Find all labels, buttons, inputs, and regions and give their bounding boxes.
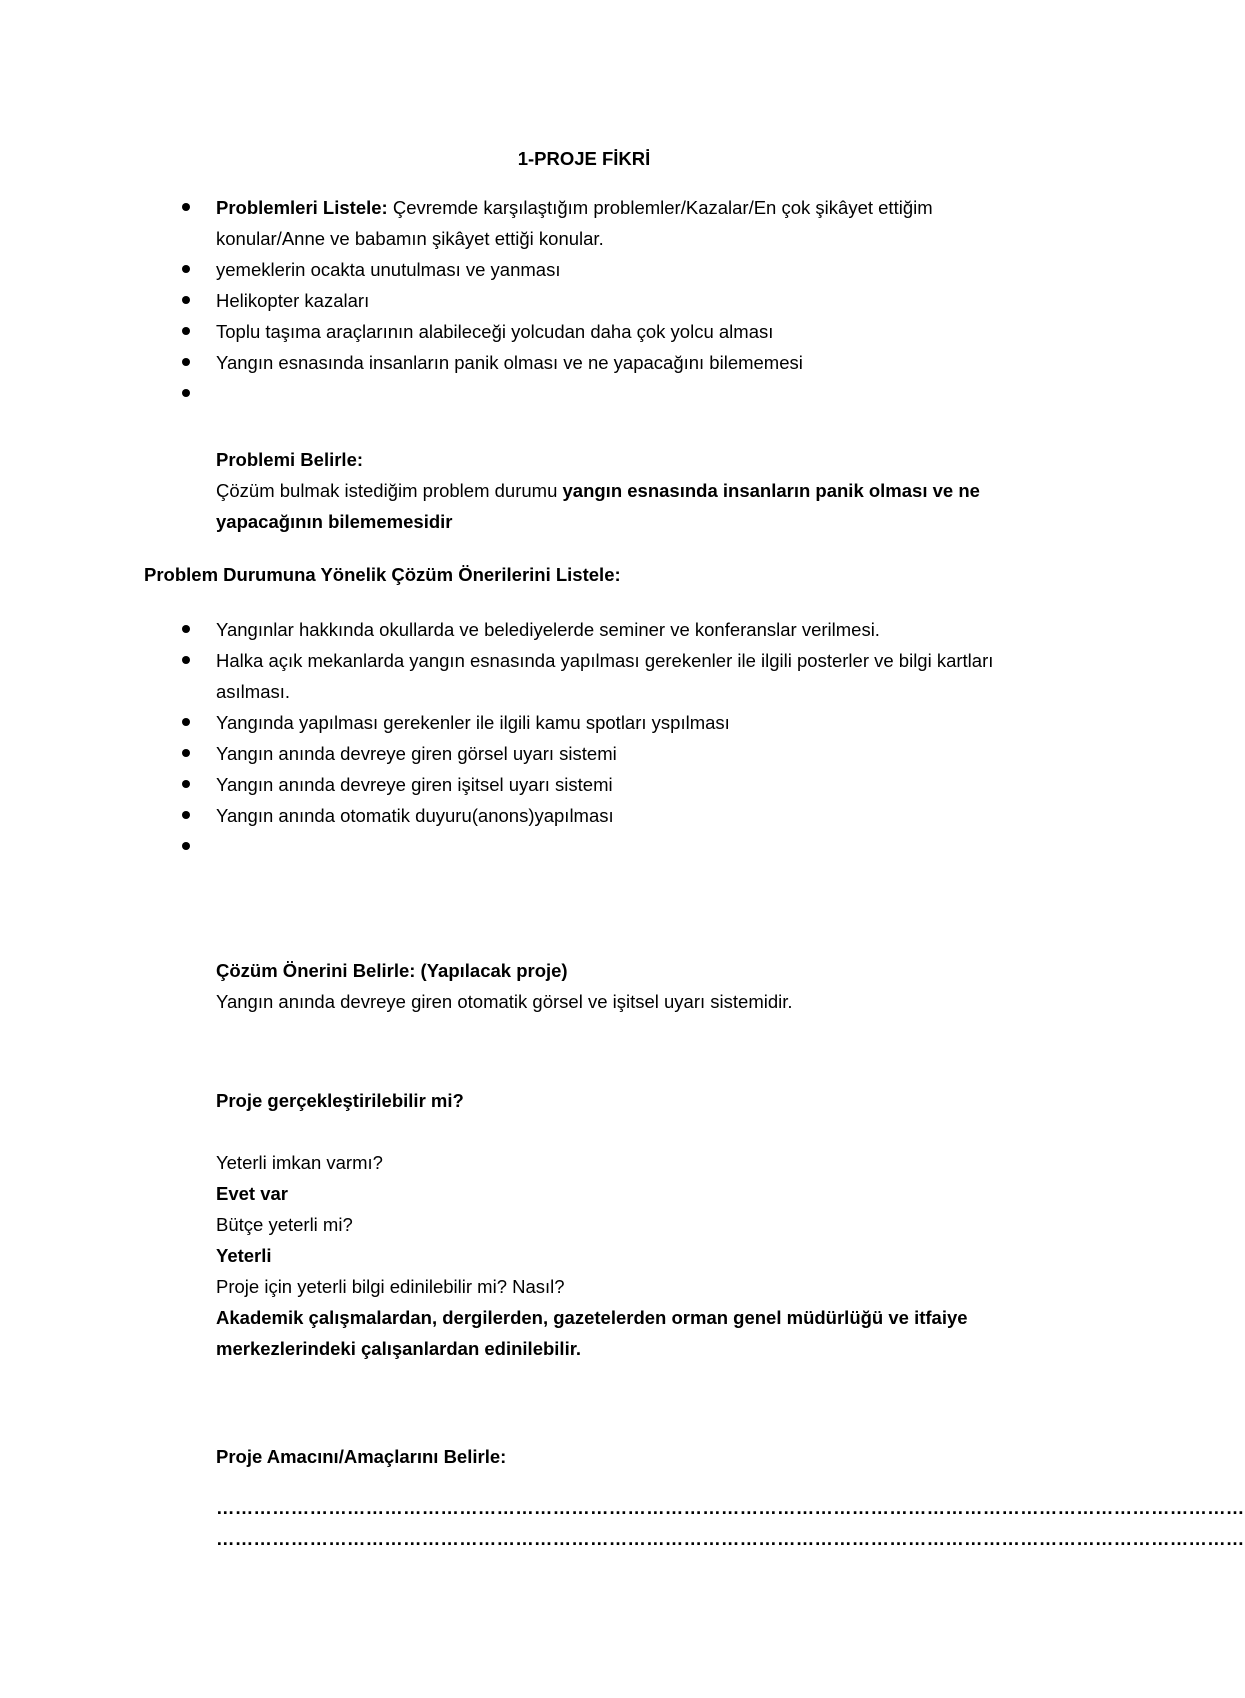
- solution-choice-text: Yangın anında devreye giren otomatik görsel ve işitsel uyarı sistemidir.: [216, 991, 793, 1012]
- purpose-lines: [216, 1492, 1245, 1554]
- list-item: Yangınlar hakkında okullarda ve belediyelerde seminer ve konferanslar verilmesi.: [216, 614, 1036, 645]
- define-problem-heading: Problemi Belirle:: [216, 449, 364, 470]
- problems-heading: Problemleri Listele:: [216, 197, 388, 218]
- fill-in-line: …………………………………………………………………………………………………………………………………………………: [216, 1528, 1245, 1549]
- list-item: Yangın esnasında insanların panik olması ve ne yapacağını bilememesi: [216, 347, 1036, 378]
- list-item: Yangın anında otomatik duyuru(anons)yapılması: [216, 800, 1036, 831]
- problems-heading-description: Çevremde karşılaştığım problemler/Kazalar/En çok şikâyet ettiğim konular/Anne ve babamın şikâyet ettiği konular.: [216, 197, 933, 249]
- feasibility-question-2: Bütçe yeterli mi?: [216, 1214, 353, 1235]
- solutions-list: [216, 614, 1036, 862]
- list-item: yemeklerin ocakta unutulması ve yanması: [216, 254, 1036, 285]
- define-problem-highlight: yangın esnasında insanların panik olması ve ne yapacağının bilememesidir: [216, 480, 980, 532]
- list-item-empty: [216, 831, 1036, 862]
- list-item: Halka açık mekanlarda yangın esnasında yapılması gerekenler ile ilgili posterler ve bilgi kartları asılması.: [216, 645, 1036, 707]
- purpose-heading: Proje Amacını/Amaçlarını Belirle:: [216, 1446, 507, 1467]
- define-problem-text: Çözüm bulmak istediğim problem durumu: [216, 480, 563, 501]
- list-item: Helikopter kazaları: [216, 285, 1036, 316]
- list-item: Toplu taşıma araçlarının alabileceği yolcudan daha çok yolcu alması: [216, 316, 1036, 347]
- define-problem-section: [216, 444, 1036, 537]
- feasibility-answer-2: Yeterli: [216, 1245, 272, 1266]
- list-item: Yangın anında devreye giren görsel uyarı sistemi: [216, 738, 1036, 769]
- feasibility-answer-3: Akademik çalışmalardan, dergilerden, gazetelerden orman genel müdürlüğü ve itfaiye merkezlerindeki çalışanlardan edinilebilir.: [216, 1307, 968, 1359]
- list-item: Yangın anında devreye giren işitsel uyarı sistemi: [216, 769, 1036, 800]
- solutions-heading: Problem Durumuna Yönelik Çözüm Önerilerini Listele:: [144, 564, 621, 585]
- feasibility-question-3: Proje için yeterli bilgi edinilebilir mi? Nasıl?: [216, 1276, 565, 1297]
- feasibility-question-1: Yeterli imkan varmı?: [216, 1152, 383, 1173]
- feasibility-section: [216, 1147, 1036, 1364]
- solution-choice-section: [216, 955, 1036, 1017]
- list-item-empty: [216, 378, 1036, 409]
- list-item: Yangında yapılması gerekenler ile ilgili kamu spotları yspılması: [216, 707, 1036, 738]
- list-item: [216, 192, 1036, 254]
- page-title: 1-PROJE FİKRİ: [517, 148, 651, 169]
- problems-list: [216, 192, 1036, 409]
- fill-in-line: …………………………………………………………………………………………………………………………………………………: [216, 1497, 1245, 1518]
- solution-choice-heading: Çözüm Önerini Belirle: (Yapılacak proje): [216, 960, 568, 981]
- feasibility-answer-1: Evet var: [216, 1183, 288, 1204]
- feasibility-heading: Proje gerçekleştirilebilir mi?: [216, 1090, 464, 1111]
